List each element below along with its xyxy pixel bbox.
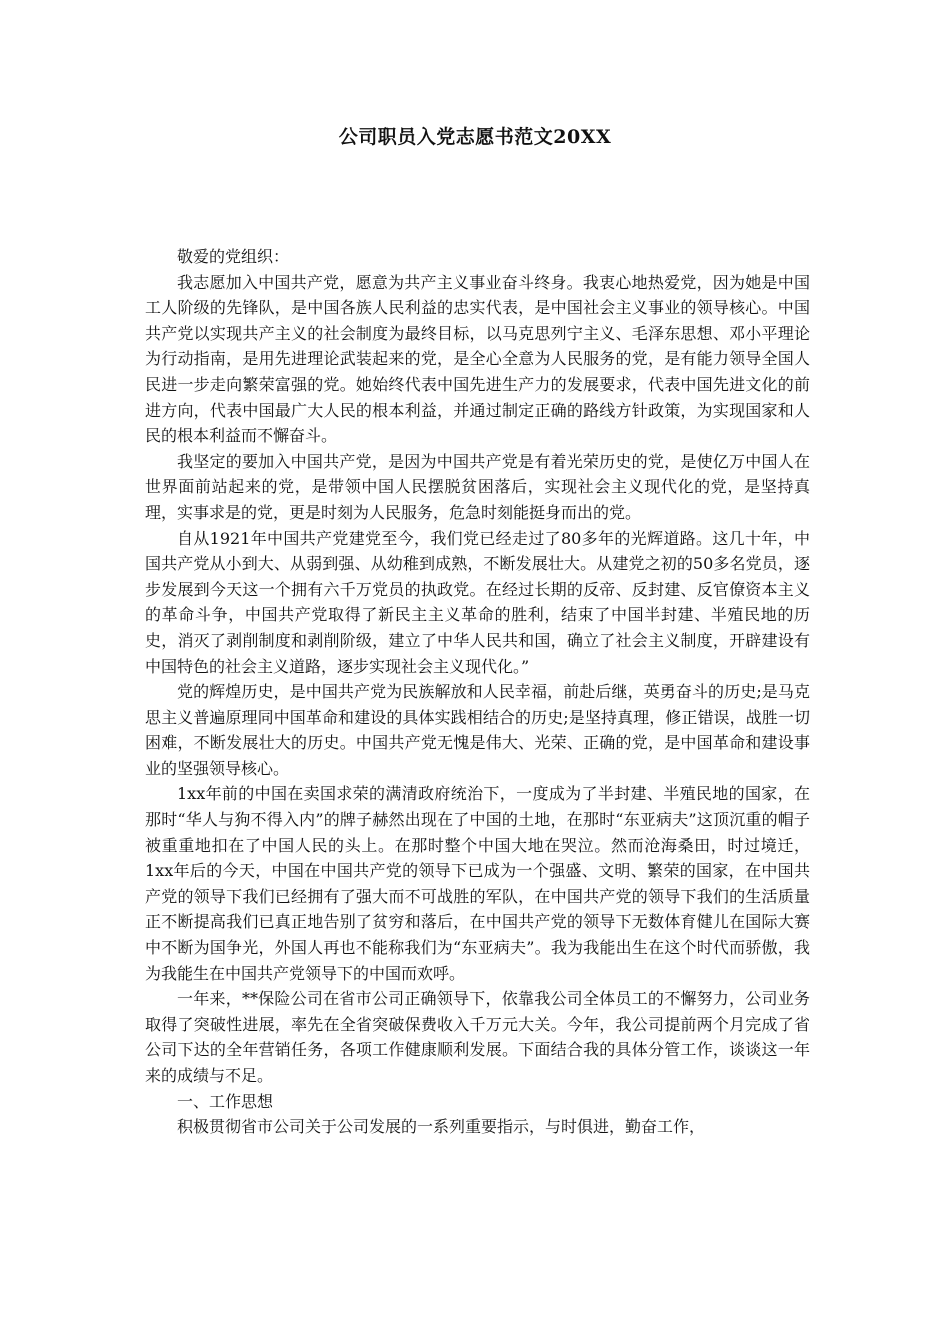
paragraph: 自从1921年中国共产党建党至今，我们党已经走过了80多年的光辉道路。这几十年，中国共产党从小到大、从弱到强、从幼稚到成熟，不断发展壮大。从建党之初的50多名党员，逐步发展到今天这一个拥有六千万党员的执政党。在经过长期的反帝、反封建、反官僚资本主义的革命斗争，中国共产党取得了新民主主义革命的胜利，结束了中国半封建、半殖民地的历史，消灭了剥削制度和剥削阶级，建立了中华人民共和国，确立了社会主义制度，开辟建设有中国特色的社会主义道路，逐步实现社会主义现代化。” <box>145 528 810 676</box>
document-title: 公司职员入党志愿书范文20XX <box>338 126 612 148</box>
paragraph: 积极贯彻省市公司关于公司发展的一系列重要指示，与时俱进，勤奋工作， <box>177 1117 706 1137</box>
paragraph: 党的辉煌历史，是中国共产党为民族解放和人民幸福，前赴后继，英勇奋斗的历史;是马克思主义普遍原理同中国革命和建设的具体实践相结合的历史;是坚持真理，修正错误，战胜一切困难，不断发展壮大的历史。中国共产党无愧是伟大、光荣、正确的党，是中国革命和建设事业的坚强领导核心。 <box>145 682 810 778</box>
paragraph: 我坚定的要加入中国共产党，是因为中国共产党是有着光荣历史的党，是使亿万中国人在世界面前站起来的党，是带领中国人民摆脱贫困落后，实现社会主义现代化的党，是坚持真理，实事求是的党，更是时刻为人民服务，危急时刻能挺身而出的党。 <box>145 451 810 522</box>
section-heading: 一、工作思想 <box>177 1091 274 1111</box>
paragraph: 我志愿加入中国共产党，愿意为共产主义事业奋斗终身。我衷心地热爱党，因为她是中国工人阶级的先锋队，是中国各族人民利益的忠实代表，是中国社会主义事业的领导核心。中国共产党以实现共产主义的社会制度为最终目标，以马克思列宁主义、毛泽东思想、邓小平理论为行动指南，是用先进理论武装起来的党，是全心全意为人民服务的党，是有能力领导全国人民进一步走向繁荣富强的党。她始终代表中国先进生产力的发展要求，代表中国先进文化的前进方向，代表中国最广大人民的根本利益，并通过制定正确的路线方针政策，为实现国家和人民的根本利益而不懈奋斗。 <box>145 272 810 446</box>
paragraph: 一年来，**保险公司在省市公司正确领导下，依靠我公司全体员工的不懈努力，公司业务取得了突破性进展，率先在全省突破保费收入千万元大关。今年，我公司提前两个月完成了省公司下达的全年营销任务，各项工作健康顺利发展。下面结合我的具体分管工作，谈谈这一年来的成绩与不足。 <box>145 989 810 1085</box>
document-body <box>145 244 810 1140</box>
paragraph: 1xx年前的中国在卖国求荣的满清政府统治下，一度成为了半封建、半殖民地的国家，在那时“华人与狗不得入内”的牌子赫然出现在了中国的土地，在那时“东亚病夫”这顶沉重的帽子被重重地扣在了中国人民的头上。在那时整个中国大地在哭泣。然而沧海桑田，时过境迁，1xx年后的今天，中国在中国共产党的领导下已成为一个强盛、文明、繁荣的国家，在中国共产党的领导下我们已经拥有了强大而不可战胜的军队，在中国共产党的领导下我们的生活质量正不断提高我们已真正地告别了贫穷和落后，在中国共产党的领导下无数体育健儿在国际大赛中不断为国争光，外国人再也不能称我们为“东亚病夫”。我为我能出生在这个时代而骄傲，我为我能生在中国共产党领导下的中国而欢呼。 <box>145 784 810 983</box>
salutation: 敬爱的党组织： <box>177 247 290 266</box>
